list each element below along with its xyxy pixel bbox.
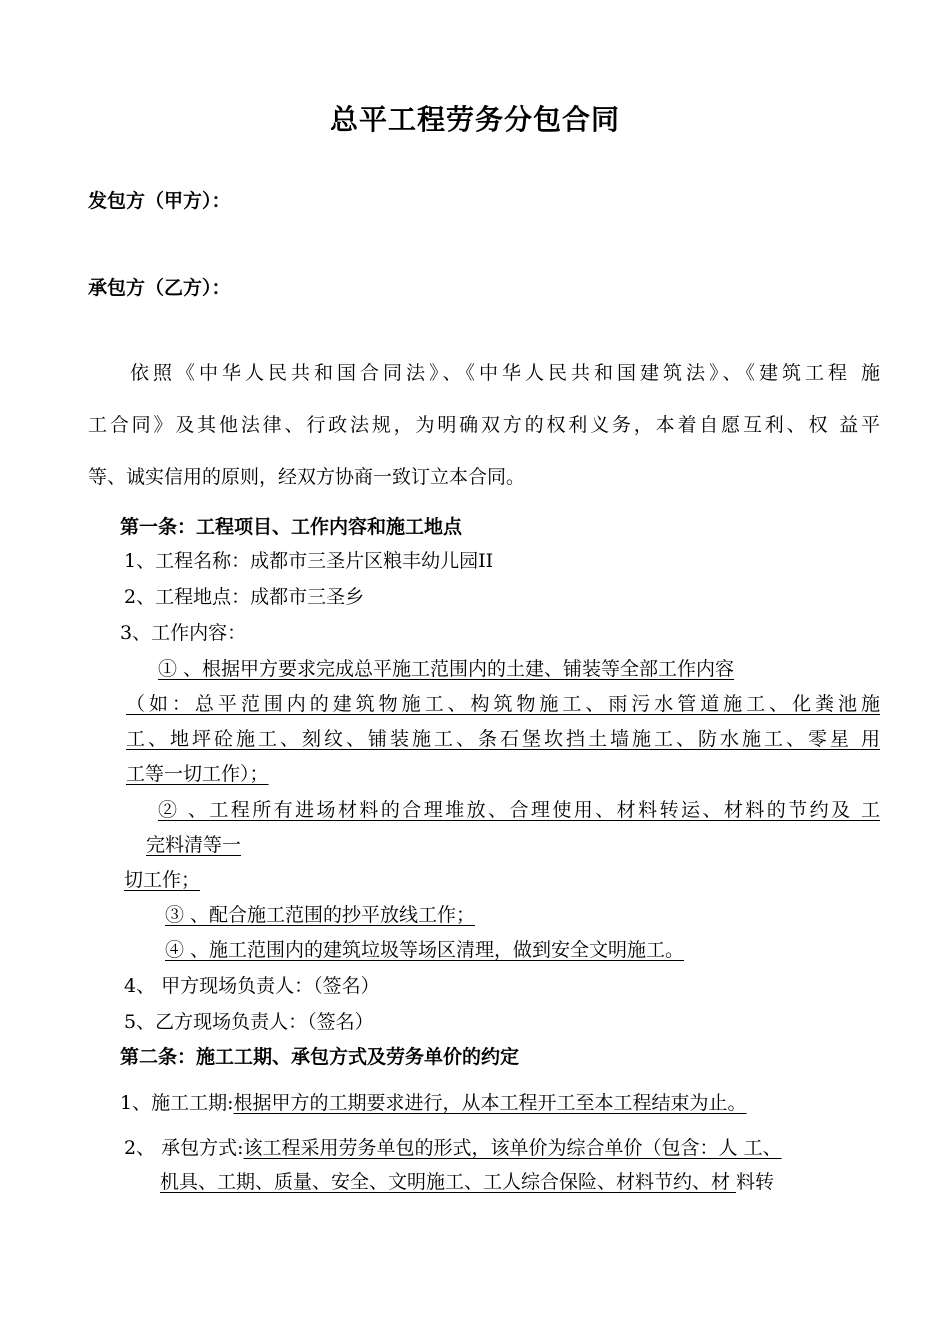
article2-item1-label: 1、施工工期: <box>120 1092 234 1114</box>
work-content-2-line-3: 切工作； <box>124 869 201 891</box>
article1-item4: 4、 甲方现场负责人：（签名） <box>124 975 380 997</box>
work-content-1-line-3: 工、地坪砼施工、刻纹、铺装施工、条石堡坎挡土墙施工、防水施工、零星 用 <box>126 728 880 750</box>
article2-item2 <box>124 1135 782 1161</box>
article2-item2-text: 该工程采用劳务单包的形式，该单价为综合单价（包含：人 工、 <box>243 1137 782 1159</box>
document-title: 总平工程劳务分包合同 <box>329 103 620 136</box>
article1-item5: 5、乙方现场负责人：（签名） <box>124 1011 374 1033</box>
article1-item2: 2、工程地点：成都市三圣乡 <box>124 586 365 608</box>
article2-heading: 第二条：施工工期、承包方式及劳务单价的约定 <box>120 1046 520 1068</box>
article1-item3: 3、工作内容： <box>120 622 247 644</box>
preamble-line-1: 依照《中华人民共和国合同法》、《中华人民共和国建筑法》、《建筑工程 施 <box>130 362 880 384</box>
work-content-1-line-1: ① 、根据甲方要求完成总平施工范围内的土建、铺装等全部工作内容 <box>158 658 735 680</box>
article2-item2-continued-tail: 料转 <box>736 1171 775 1193</box>
article2-item1 <box>120 1090 747 1116</box>
work-content-1-line-2: （如：总平范围内的建筑物施工、构筑物施工、雨污水管道施工、化粪池施 <box>126 693 880 715</box>
article2-item2-label: 2、 承包方式: <box>124 1137 244 1159</box>
work-content-3: ③ 、配合施工范围的抄平放线工作； <box>165 904 476 926</box>
article2-item2-continued <box>160 1169 774 1195</box>
work-content-2-line-1: ② 、工程所有进场材料的合理堆放、合理使用、材料转运、材料的节约及 工 <box>158 799 880 821</box>
article1-item1: 1、工程名称：成都市三圣片区粮丰幼儿园II <box>124 550 494 572</box>
work-content-4: ④ 、施工范围内的建筑垃圾等场区清理，做到安全文明施工。 <box>165 939 685 961</box>
preamble-line-3: 等、诚实信用的原则，经双方协商一致订立本合同。 <box>88 466 526 488</box>
article1-heading: 第一条：工程项目、工作内容和施工地点 <box>120 516 463 538</box>
party-a-label: 发包方（甲方）： <box>88 190 231 212</box>
preamble-line-2: 工合同》及其他法律、行政法规，为明确双方的权利义务，本着自愿互利、权 益平 <box>88 414 880 436</box>
article2-item1-text: 根据甲方的工期要求进行，从本工程开工至本工程结束为止。 <box>233 1092 747 1114</box>
work-content-1-line-4: 工等一切工作）； <box>126 763 269 785</box>
party-b-label: 承包方（乙方）： <box>88 277 231 299</box>
article2-item2-continued-underlined: 机具、工期、质量、安全、文明施工、工人综合保险、材料节约、材 <box>160 1171 737 1193</box>
work-content-2-line-2: 完料清等一 <box>146 834 242 856</box>
